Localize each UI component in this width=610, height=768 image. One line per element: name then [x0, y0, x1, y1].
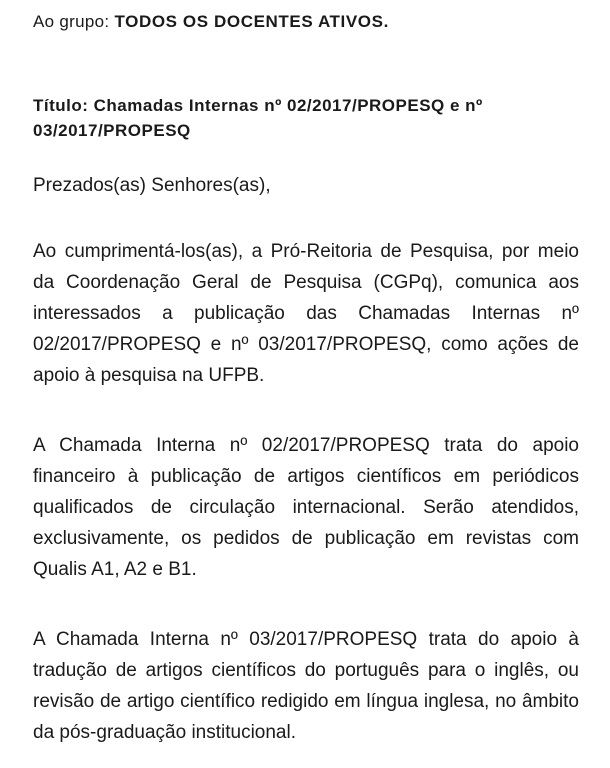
- recipient-group-line: [33, 12, 389, 32]
- paragraph-call-03: A Chamada Interna nº 03/2017/PROPESQ trata do apoio à tradução de artigos científicos do português para o inglês, ou revisão de artigo científico redigido em língua inglesa, no âmbito da pós-graduação institucional.: [33, 629, 579, 743]
- recipient-group-label: Ao grupo:: [33, 12, 115, 31]
- message-title: Título: Chamadas Internas nº 02/2017/PROPESQ e nº 03/2017/PROPESQ: [33, 96, 483, 140]
- greeting: Prezados(as) Senhores(as),: [33, 175, 271, 196]
- paragraph-announcement: Ao cumprimentá-los(as), a Pró-Reitoria de Pesquisa, por meio da Coordenação Geral de Pesquisa (CGPq), comunica aos interessados a publicação das Chamadas Internas nº 02/2017/PROPESQ e nº 03/2017/PROPESQ, como ações de apoio à pesquisa na UFPB.: [33, 241, 579, 386]
- paragraph-call-02: A Chamada Interna nº 02/2017/PROPESQ trata do apoio financeiro à publicação de artigos científicos em periódicos qualificados de circulação internacional. Serão atendidos, exclusivamente, os pedidos de publicação em revistas com Qualis A1, A2 e B1.: [33, 435, 579, 580]
- recipient-group-name: TODOS OS DOCENTES ATIVOS.: [114, 12, 389, 31]
